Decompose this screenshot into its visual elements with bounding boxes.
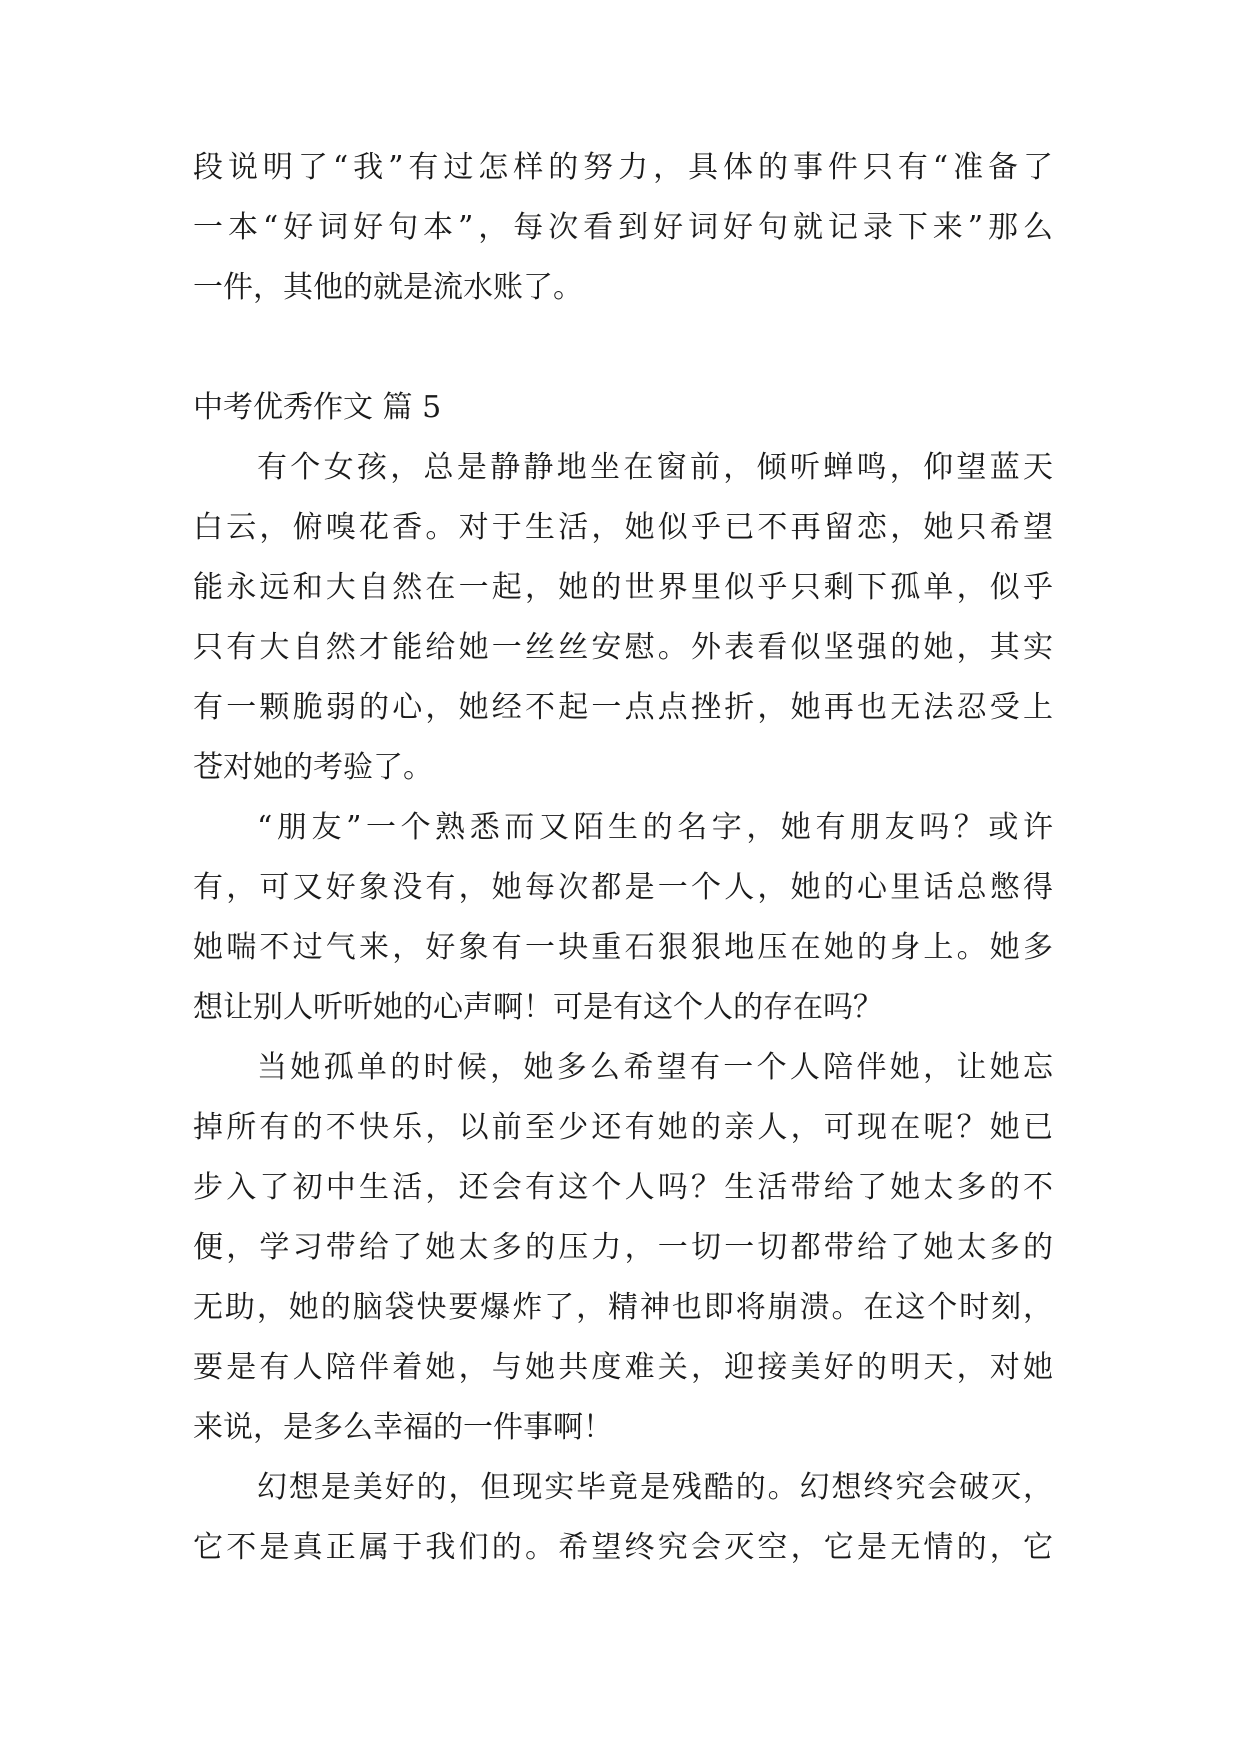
text-line: 一件，其他的就是流水账了。: [193, 270, 583, 305]
text-line: 她喘不过气来，好象有一块重石狠狠地压在她的身上。她多: [193, 930, 1053, 965]
text-line: 要是有人陪伴着她，与她共度难关，迎接美好的明天，对她: [193, 1350, 1053, 1385]
text-line: 只有大自然才能给她一丝丝安慰。外表看似坚强的她，其实: [193, 630, 1053, 665]
text-line: 有个女孩，总是静静地坐在窗前，倾听蝉鸣，仰望蓝天: [257, 450, 1053, 485]
section-heading: 中考优秀作文 篇 5: [193, 390, 442, 425]
text-line: 有，可又好象没有，她每次都是一个人，她的心里话总憋得: [193, 870, 1053, 905]
text-line: 想让别人听听她的心声啊！可是有这个人的存在吗？: [193, 990, 883, 1025]
text-line: 苍对她的考验了。: [193, 750, 433, 785]
text-line: 无助，她的脑袋快要爆炸了，精神也即将崩溃。在这个时刻，: [193, 1290, 1053, 1325]
text-line: 段说明了“我”有过怎样的努力，具体的事件只有“准备了: [193, 150, 1053, 185]
text-line: 白云，俯嗅花香。对于生活，她似乎已不再留恋，她只希望: [193, 510, 1053, 545]
text-line: 掉所有的不快乐，以前至少还有她的亲人，可现在呢？她已: [193, 1110, 1053, 1145]
text-line: 幻想是美好的，但现实毕竟是残酷的。幻想终究会破灭，: [257, 1470, 1053, 1505]
text-line: 能永远和大自然在一起，她的世界里似乎只剩下孤单，似乎: [193, 570, 1053, 605]
text-line: 步入了初中生活，还会有这个人吗？生活带给了她太多的不: [193, 1170, 1053, 1205]
text-line: 它不是真正属于我们的。希望终究会灭空，它是无情的，它: [193, 1530, 1053, 1565]
text-line: 当她孤单的时候，她多么希望有一个人陪伴她，让她忘: [257, 1050, 1053, 1085]
text-line: 有一颗脆弱的心，她经不起一点点挫折，她再也无法忍受上: [193, 690, 1053, 725]
text-line: 一本“好词好句本”，每次看到好词好句就记录下来”那么: [193, 210, 1053, 245]
text-line: 来说，是多么幸福的一件事啊！: [193, 1410, 613, 1445]
text-line: 便，学习带给了她太多的压力，一切一切都带给了她太多的: [193, 1230, 1053, 1265]
text-line: “朋友”一个熟悉而又陌生的名字，她有朋友吗？或许: [257, 810, 1053, 845]
